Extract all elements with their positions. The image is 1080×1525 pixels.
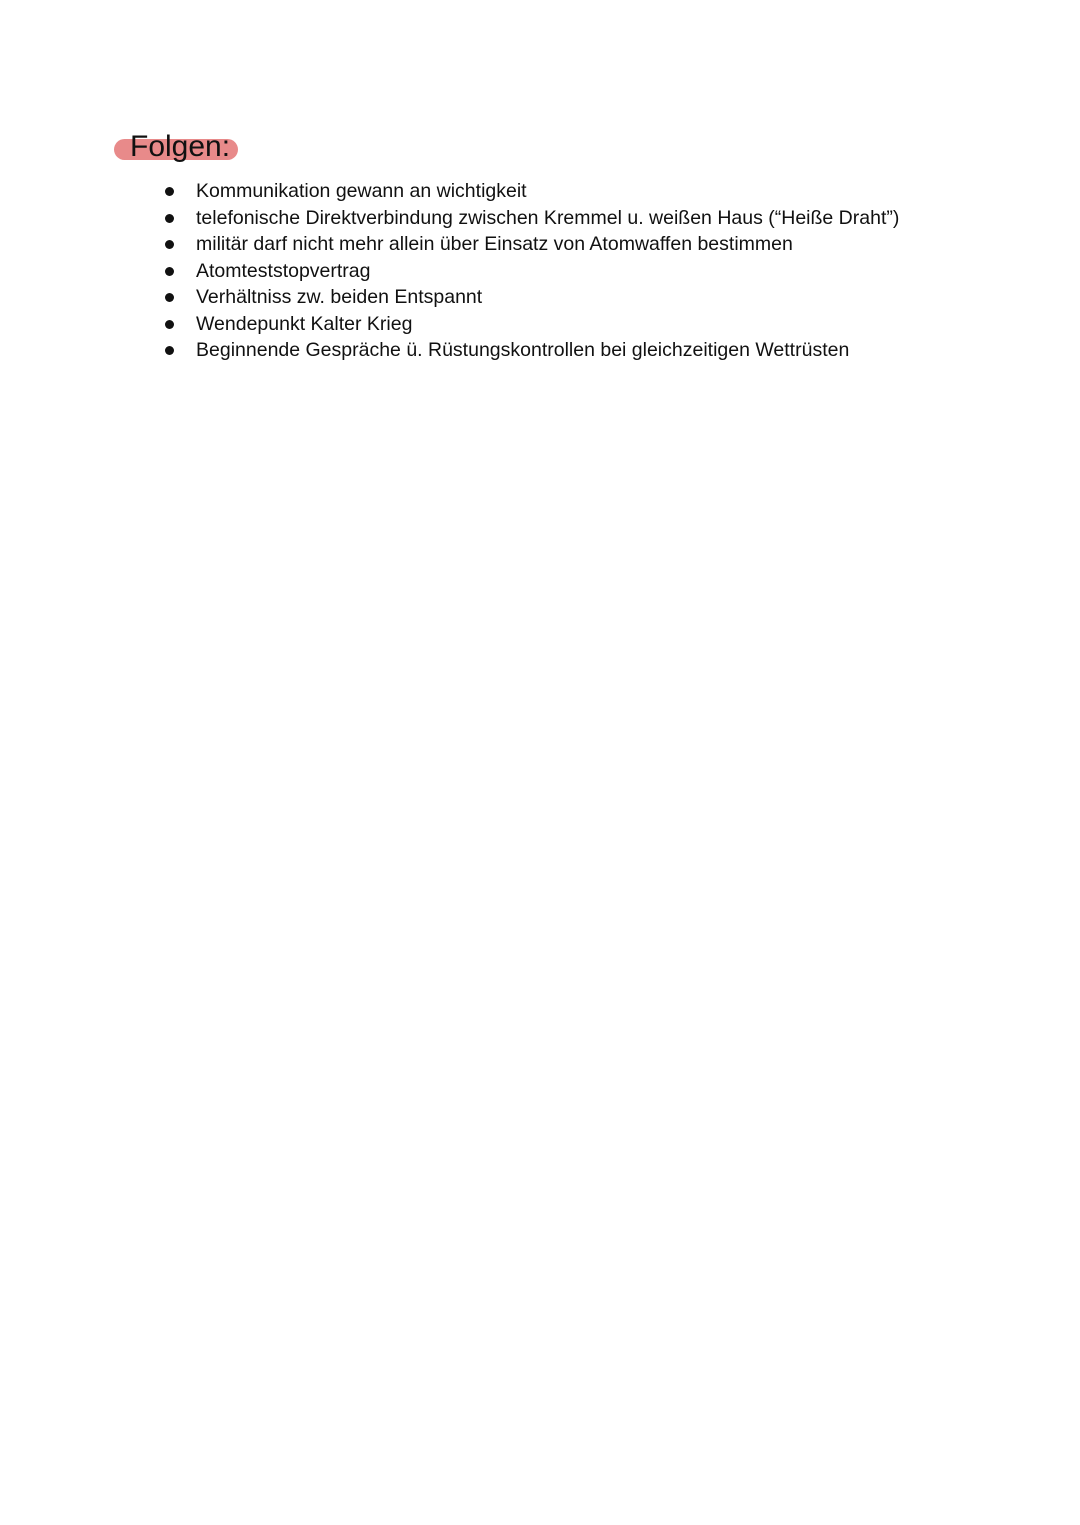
list-item bbox=[160, 284, 1040, 311]
list-item bbox=[160, 258, 1040, 285]
list-item bbox=[160, 311, 1040, 338]
list-item-text: Atomteststopvertrag bbox=[196, 259, 371, 282]
bullet-icon bbox=[165, 293, 174, 302]
heading-block bbox=[114, 130, 230, 164]
bullet-icon bbox=[165, 240, 174, 249]
list-item-text: Kommunikation gewann an wichtigkeit bbox=[196, 180, 527, 202]
list-item-text: militär darf nicht mehr allein über Einsatz von Atomwaffen bestimmen bbox=[196, 233, 793, 255]
list-item bbox=[160, 231, 1040, 258]
list-item-text: telefonische Direktverbindung zwischen Kremmel u. weißen Haus (“Heiße Draht”) bbox=[196, 206, 900, 229]
bullet-icon bbox=[165, 187, 174, 196]
list-item bbox=[160, 178, 1040, 205]
list-item bbox=[160, 205, 1040, 232]
list-item-text: Verhältniss zw. beiden Entspannt bbox=[196, 286, 483, 308]
bullet-icon bbox=[165, 267, 174, 276]
bullet-icon bbox=[165, 214, 174, 223]
list-item-text: Wendepunkt Kalter Krieg bbox=[196, 312, 413, 335]
bullet-list bbox=[160, 178, 1040, 364]
list-item-text: Beginnende Gespräche ü. Rüstungskontrollen bei gleichzeitigen Wettrüsten bbox=[196, 339, 850, 361]
bullet-icon bbox=[165, 346, 174, 355]
bullet-icon bbox=[165, 320, 174, 329]
section-heading: Folgen: bbox=[130, 130, 231, 163]
list-item bbox=[160, 337, 1040, 364]
